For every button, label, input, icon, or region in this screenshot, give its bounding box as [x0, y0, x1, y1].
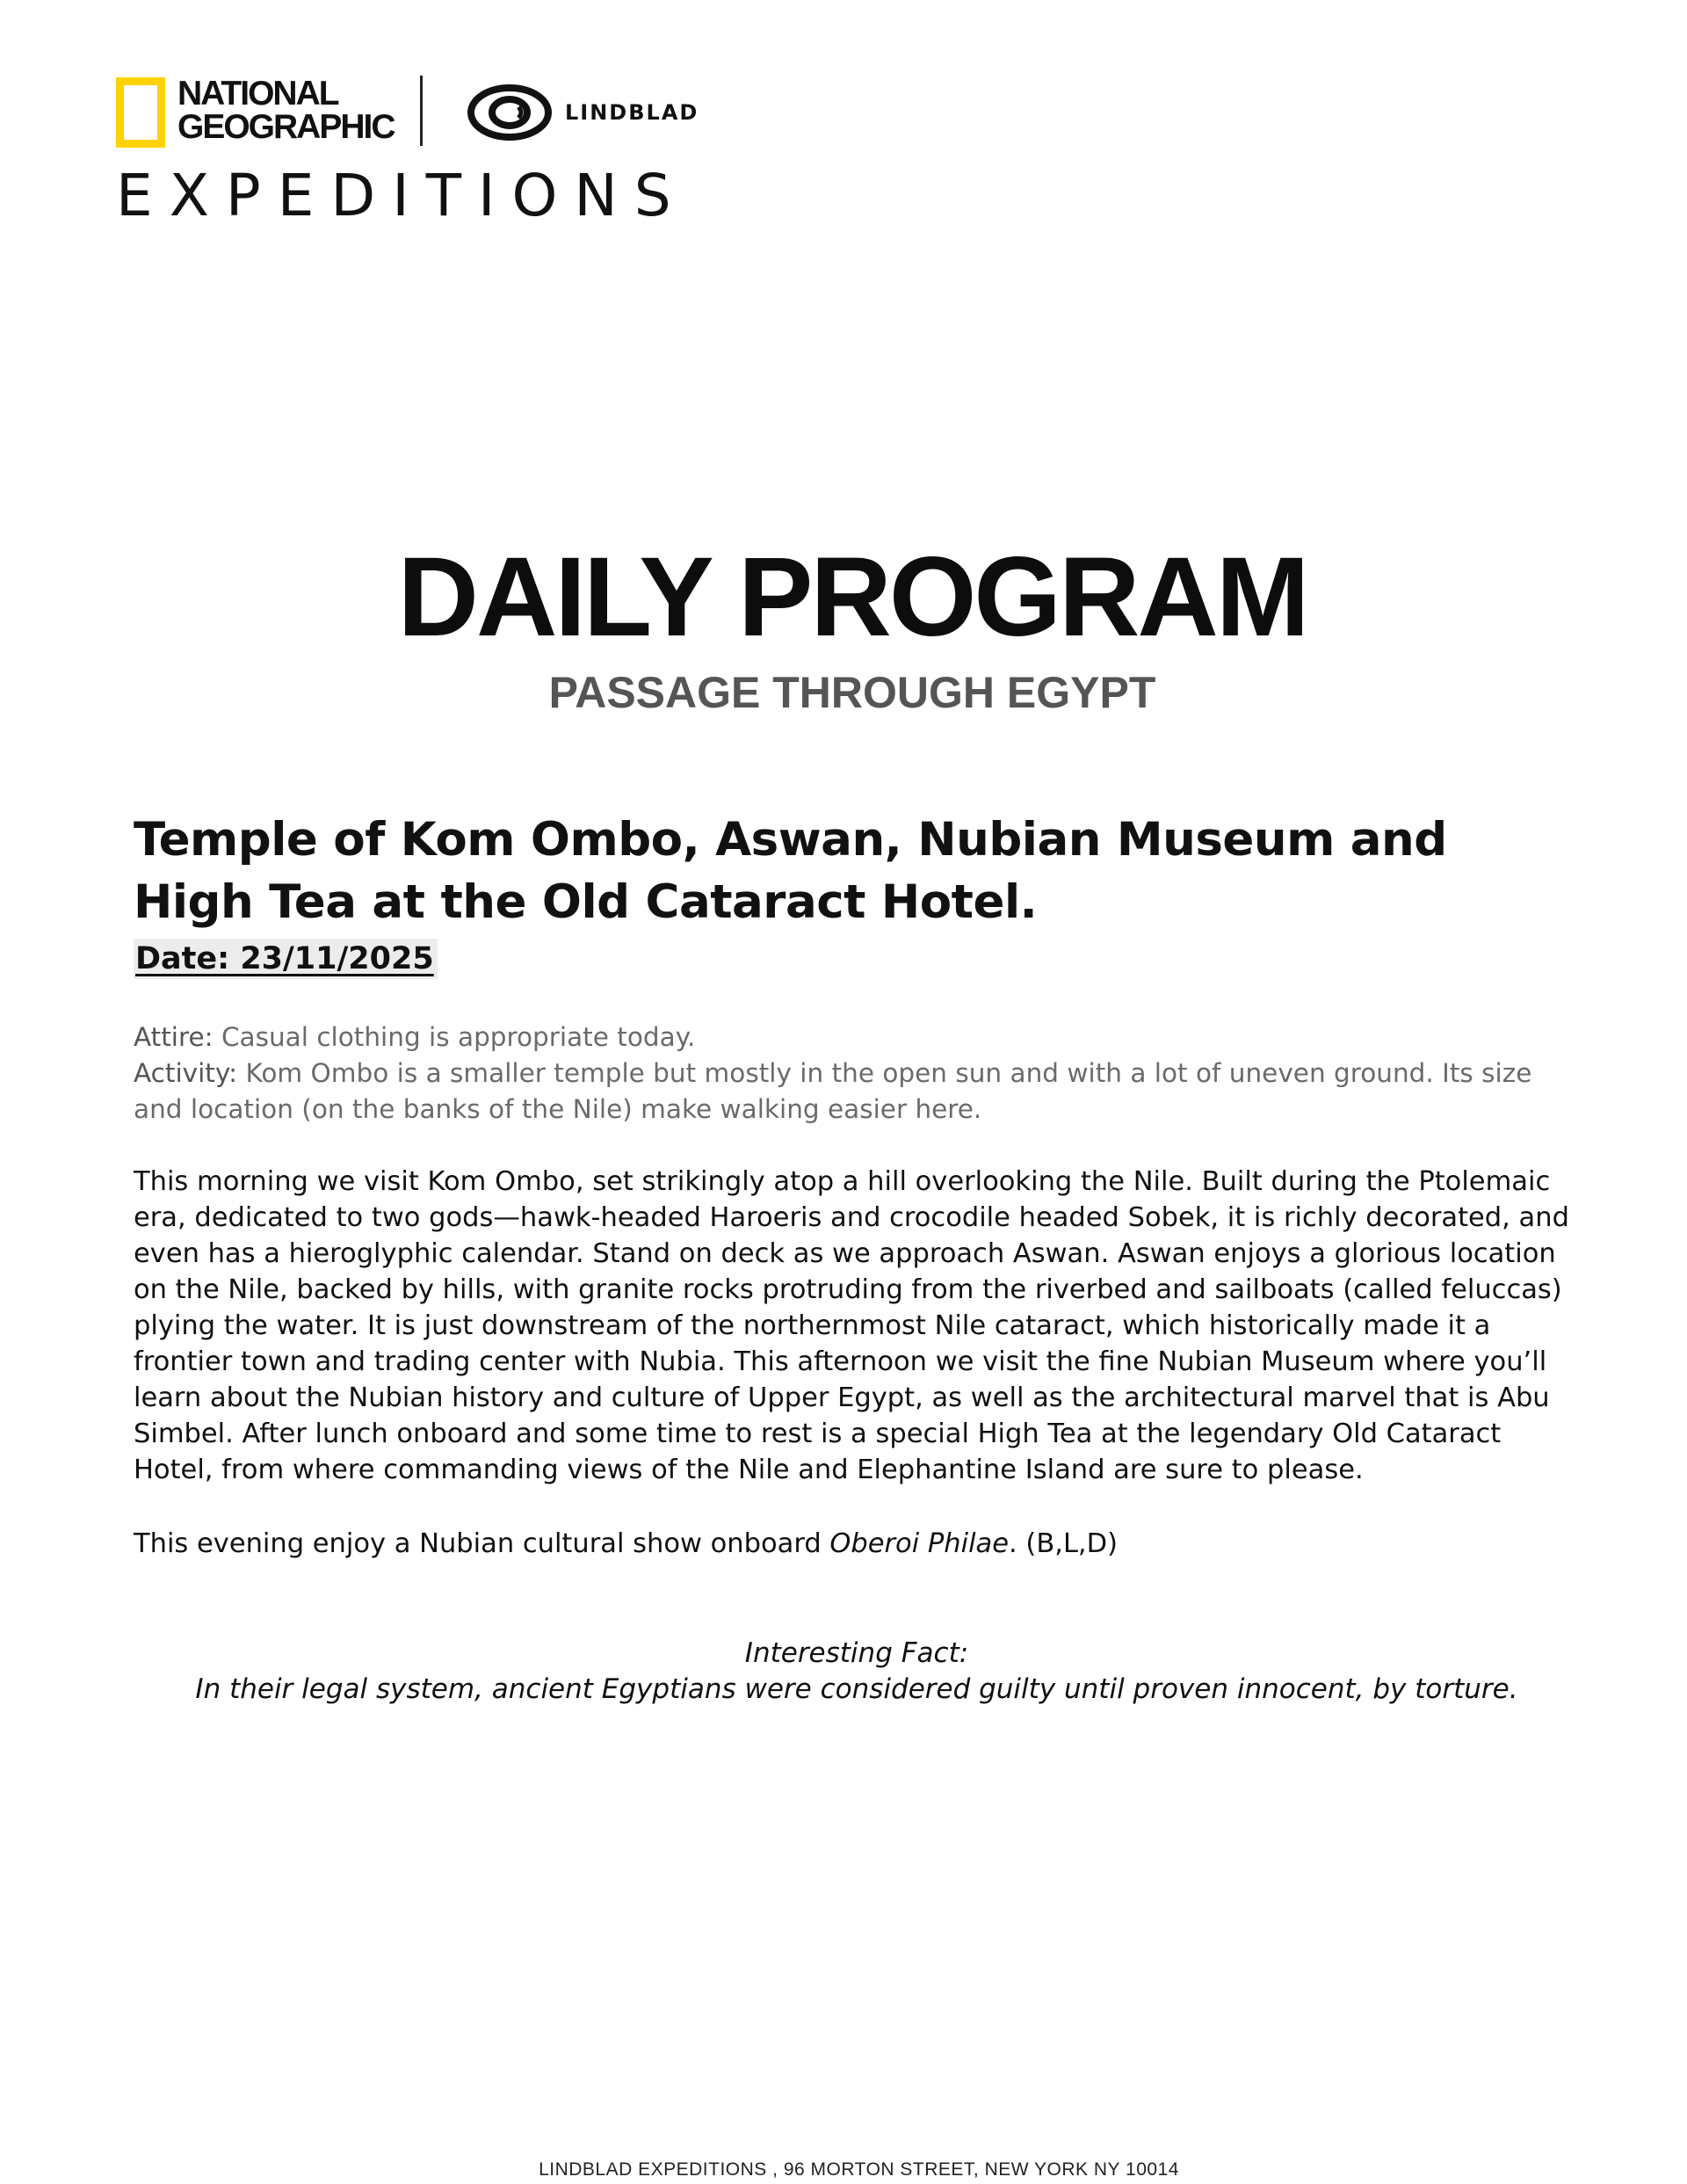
brand-line-1: NATIONAL	[177, 75, 338, 112]
fact-title: Interesting Fact:	[744, 1637, 969, 1669]
ship-name: Oberoi Philae	[829, 1528, 1010, 1559]
footer-address: LINDBLAD EXPEDITIONS , 96 MORTON STREET, NEW YORK NY 10014	[539, 2159, 1179, 2180]
national-geographic-wordmark	[177, 77, 395, 144]
lindblad-eye-icon	[466, 81, 554, 142]
activity-note	[134, 1056, 1583, 1128]
itinerary-description	[134, 1164, 1583, 1488]
evening-note	[134, 1526, 1583, 1562]
logo-divider	[420, 76, 423, 146]
page-subtitle: PASSAGE THROUGH EGYPT	[548, 668, 1156, 717]
brand-line-2: GEOGRAPHIC	[177, 108, 395, 146]
lindblad-wordmark: LINDBLAD	[565, 100, 699, 125]
attire-text: Casual clothing is appropriate today.	[213, 1022, 696, 1052]
national-geographic-yellow-border-icon	[116, 77, 165, 148]
date-label: Date: 23/11/2025	[134, 939, 438, 979]
activity-label: Activity:	[134, 1058, 238, 1088]
expeditions-wordmark: EXPEDITIONS	[116, 162, 688, 229]
itinerary-paragraph: This morning we visit Kom Ombo, set strikingly atop a hill overlooking the Nile. Built during the Ptolemaic era, dedicated to two gods—hawk-headed Haroeris and crocodile headed Sobek, it is richly decorated, and even has a hieroglyphic calendar. Stand on deck as we approach Aswan. Aswan enjoys a glorious location on the Nile, backed by hills, with granite rocks protruding from the riverbed and sailboats (called feluccas) plying the water. It is just downstream of the northernmost Nile cataract, which historically made it a frontier town and trading center with Nubia. This afternoon we visit the fine Nubian Museum where you’ll learn about the Nubian history and culture of Upper Egypt, as well as the architectural marvel that is Abu Simbel. After lunch onboard and some time to rest is a special High Tea at the legendary Old Cataract Hotel, from where commanding views of the Nile and Elephantine Island are sure to please.	[134, 1166, 1569, 1485]
attire-label: Attire:	[134, 1022, 214, 1052]
attire-note	[134, 1019, 1583, 1056]
fact-text: In their legal system, ancient Egyptians were considered guilty until proven innocent, by torture.	[195, 1673, 1518, 1705]
brand-logo	[116, 70, 731, 237]
day-heading: Temple of Kom Ombo, Aswan, Nubian Museum and High Tea at the Old Cataract Hotel.	[134, 813, 1447, 929]
meals-code: . (B,L,D)	[1009, 1528, 1119, 1559]
activity-text: Kom Ombo is a smaller temple but mostly in the open sun and with a lot of uneven ground. Its size and location (on the banks of the Nile) make walking easier here.	[134, 1058, 1532, 1124]
evening-prefix: This evening enjoy a Nubian cultural show onboard	[134, 1528, 830, 1559]
day-notes	[134, 1019, 1583, 1128]
page-title: DAILY PROGRAM	[397, 534, 1307, 660]
